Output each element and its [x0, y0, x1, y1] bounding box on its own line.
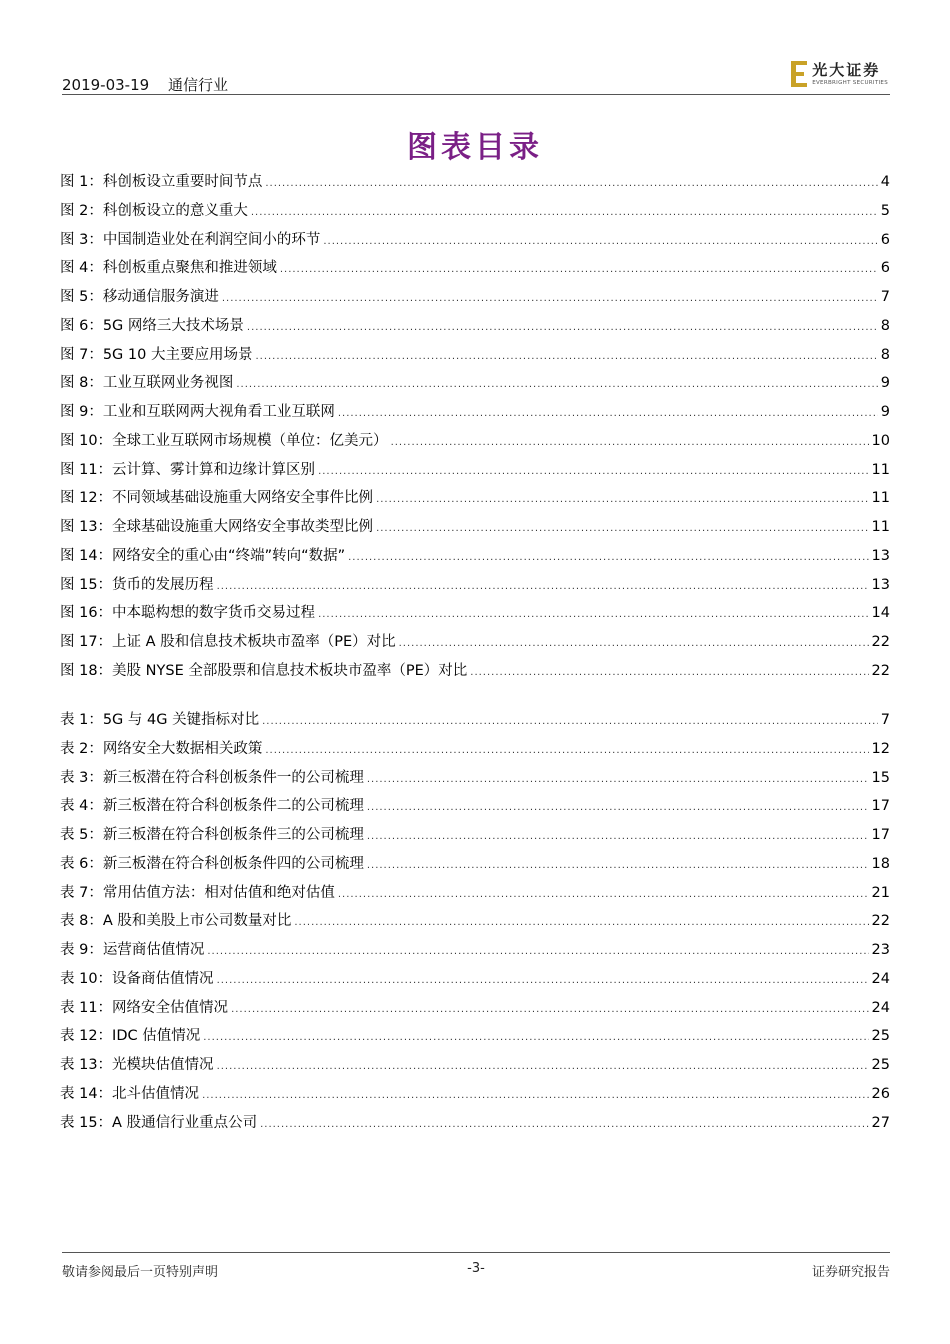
figure-entry-page[interactable]: 4: [880, 174, 890, 190]
table-entry-label[interactable]: 表 5：新三板潜在符合科创板条件三的公司梳理: [60, 827, 364, 843]
figure-entry-page[interactable]: 6: [880, 231, 890, 248]
company-logo: [791, 58, 888, 90]
figure-entry-page[interactable]: 22: [871, 662, 890, 679]
figure-entry-label[interactable]: 图 18：美股 NYSE 全部股票和信息技术板块市盈率（PE）对比: [60, 662, 468, 679]
figure-entry-page[interactable]: 8: [880, 317, 890, 334]
dot-leader: [265, 745, 868, 756]
figure-entry[interactable]: [60, 314, 890, 343]
table-entry-label[interactable]: 表 4：新三板潜在符合科创板条件二的公司梳理: [60, 798, 364, 815]
footer-disclaimer: 敬请参阅最后一页特别声明: [62, 1265, 219, 1280]
page-header: [62, 58, 890, 92]
dot-leader: [391, 437, 869, 448]
table-entry-page[interactable]: 15: [871, 769, 890, 786]
table-entry-label[interactable]: 表 11：网络安全估值情况: [60, 999, 229, 1016]
table-entry[interactable]: [60, 852, 890, 881]
dot-leader: [251, 207, 878, 218]
table-entry[interactable]: [60, 967, 890, 996]
dot-leader: [376, 523, 868, 534]
logo-chinese-name: 光大证券: [812, 60, 881, 79]
figure-entry[interactable]: [60, 199, 890, 228]
page-title: 图表目录: [407, 130, 543, 165]
dot-leader: [231, 1004, 868, 1015]
table-entry[interactable]: [60, 938, 890, 967]
table-entry-page[interactable]: 17: [871, 827, 890, 843]
table-entry[interactable]: [60, 1082, 890, 1111]
dot-leader: [265, 178, 877, 189]
table-entry-label[interactable]: 表 6：新三板潜在符合科创板条件四的公司梳理: [60, 855, 364, 872]
figure-entry-label[interactable]: 图 17：上证 A 股和信息技术板块市盈率（PE）对比: [60, 634, 396, 650]
figure-entry-page[interactable]: 9: [880, 404, 890, 420]
figure-entry-page[interactable]: 13: [871, 576, 890, 593]
dot-leader: [255, 351, 877, 362]
dot-leader: [217, 1061, 869, 1072]
dot-leader: [262, 716, 878, 727]
figure-entry[interactable]: [60, 228, 890, 257]
header-date: 2019-03-19: [62, 76, 150, 94]
table-list: [60, 708, 890, 1139]
figure-entry-label[interactable]: 图 14：网络安全的重心由“终端”转向“数据”: [60, 547, 346, 564]
table-entry[interactable]: [60, 1111, 890, 1140]
table-entry-page[interactable]: 24: [871, 970, 890, 987]
table-entry[interactable]: [60, 766, 890, 795]
figure-entry[interactable]: [60, 458, 890, 487]
figure-entry-label[interactable]: 图 10：全球工业互联网市场规模（单位：亿美元）: [60, 432, 388, 449]
figure-entry[interactable]: [60, 573, 890, 602]
dot-leader: [203, 1032, 868, 1043]
figure-entry[interactable]: [60, 285, 890, 314]
figure-entry-label[interactable]: 图 7：5G 10 大主要应用场景: [60, 346, 253, 363]
figure-entry-page[interactable]: 14: [871, 605, 890, 622]
figure-entry-label[interactable]: 图 5：移动通信服务演进: [60, 289, 219, 305]
figure-entry[interactable]: [60, 371, 890, 400]
table-entry[interactable]: [60, 909, 890, 938]
header-text: [62, 74, 228, 95]
table-entry-label[interactable]: 表 13：光模块估值情况: [60, 1057, 214, 1073]
table-entry[interactable]: [60, 881, 890, 910]
dot-leader: [318, 609, 868, 620]
table-entry-page[interactable]: 24: [871, 999, 890, 1016]
dot-leader: [260, 1119, 868, 1130]
table-entry-page[interactable]: 23: [871, 942, 890, 958]
figure-entry-label[interactable]: 图 13：全球基础设施重大网络安全事故类型比例: [60, 519, 374, 535]
dot-leader: [294, 917, 868, 928]
page-number: -3-: [467, 1261, 485, 1276]
table-entry[interactable]: [60, 1024, 890, 1053]
figure-entry[interactable]: [60, 170, 890, 199]
dot-leader: [367, 860, 869, 871]
logo-english-name: EVERBRIGHT SECURITIES: [812, 79, 888, 86]
table-entry-page[interactable]: 7: [880, 712, 890, 728]
footer-report-type: 证券研究报告: [811, 1265, 890, 1280]
table-entry[interactable]: [60, 996, 890, 1025]
figure-entry-label[interactable]: 图 6：5G 网络三大技术场景: [60, 317, 244, 334]
table-entry-page[interactable]: 18: [871, 855, 890, 872]
dot-leader: [367, 802, 869, 813]
table-entry-label[interactable]: 表 7：常用估值方法：相对估值和绝对估值: [60, 884, 335, 901]
table-entry-label[interactable]: 表 8：A 股和美股上市公司数量对比: [60, 913, 292, 930]
header-industry: 通信行业: [167, 76, 228, 94]
figure-entry-page[interactable]: 6: [880, 260, 890, 277]
figure-entry[interactable]: [60, 515, 890, 544]
table-entry-page[interactable]: 25: [871, 1057, 890, 1073]
figure-entry-page[interactable]: 8: [880, 346, 890, 363]
table-entry-page[interactable]: 17: [871, 798, 890, 815]
table-entry-label[interactable]: 表 1：5G 与 4G 关键指标对比: [60, 712, 260, 728]
dot-leader: [367, 774, 869, 785]
figure-entry[interactable]: [60, 659, 890, 688]
figure-entry-page[interactable]: 22: [871, 634, 890, 650]
table-entry[interactable]: [60, 823, 890, 852]
figure-entry-page[interactable]: 10: [871, 432, 890, 449]
dot-leader: [338, 889, 869, 900]
figure-entry-page[interactable]: 7: [880, 289, 890, 305]
figure-list: [60, 170, 890, 688]
figure-entry-page[interactable]: 11: [871, 490, 890, 507]
header-divider: [62, 94, 890, 95]
table-entry-page[interactable]: 26: [871, 1085, 890, 1102]
figure-entry-label[interactable]: 图 9：工业和互联网两大视角看工业互联网: [60, 404, 335, 420]
dot-leader: [280, 264, 878, 275]
dot-leader: [247, 322, 878, 333]
table-entry-label[interactable]: 表 9：运营商估值情况: [60, 942, 205, 958]
figure-entry-label[interactable]: 图 12：不同领域基础设施重大网络安全事件比例: [60, 490, 374, 507]
dot-leader: [399, 638, 869, 649]
dot-leader: [376, 494, 868, 505]
figure-entry-label[interactable]: 图 3：中国制造业处在利润空间小的环节: [60, 231, 321, 248]
dot-leader: [323, 236, 877, 247]
dot-leader: [202, 1090, 868, 1101]
figure-entry[interactable]: [60, 544, 890, 573]
figure-entry-label[interactable]: 图 15：货币的发展历程: [60, 576, 214, 593]
figure-entry-label[interactable]: 图 8：工业互联网业务视图: [60, 375, 234, 392]
table-entry-page[interactable]: 22: [871, 913, 890, 930]
figure-entry-page[interactable]: 11: [871, 461, 890, 478]
table-entry-page[interactable]: 12: [871, 740, 890, 757]
figure-entry-label[interactable]: 图 16：中本聪构想的数字货币交易过程: [60, 605, 316, 622]
table-entry[interactable]: [60, 794, 890, 823]
figure-entry[interactable]: [60, 256, 890, 285]
table-entry-label[interactable]: 表 14：北斗估值情况: [60, 1085, 200, 1102]
figure-entry[interactable]: [60, 601, 890, 630]
dot-leader: [217, 975, 869, 986]
figure-entry-label[interactable]: 图 2：科创板设立的意义重大: [60, 202, 248, 219]
footer-divider: [62, 1252, 890, 1253]
dot-leader: [207, 946, 868, 957]
dot-leader: [348, 552, 868, 563]
figure-entry[interactable]: [60, 630, 890, 659]
figure-entry-page[interactable]: 5: [880, 202, 890, 219]
dot-leader: [470, 667, 868, 678]
table-entry-label[interactable]: 表 12：IDC 估值情况: [60, 1028, 201, 1045]
figure-entry-page[interactable]: 13: [871, 547, 890, 564]
table-entry[interactable]: [60, 737, 890, 766]
dot-leader: [338, 408, 878, 419]
figure-entry-label[interactable]: 图 11：云计算、雾计算和边缘计算区别: [60, 461, 316, 478]
dot-leader: [318, 466, 868, 477]
table-entry-label[interactable]: 表 10：设备商估值情况: [60, 970, 214, 987]
table-entry-page[interactable]: 21: [871, 884, 890, 901]
table-entry-label[interactable]: 表 2：网络安全大数据相关政策: [60, 740, 263, 757]
dot-leader: [222, 293, 878, 304]
table-entry-label[interactable]: 表 15：A 股通信行业重点公司: [60, 1114, 258, 1131]
table-entry-page[interactable]: 27: [871, 1114, 890, 1131]
dot-leader: [236, 379, 877, 390]
figure-entry[interactable]: [60, 429, 890, 458]
table-entry[interactable]: [60, 1053, 890, 1082]
figure-entry[interactable]: [60, 486, 890, 515]
dot-leader: [217, 581, 869, 592]
figure-entry[interactable]: [60, 400, 890, 429]
table-entry[interactable]: [60, 708, 890, 737]
figure-entry-label[interactable]: 图 4：科创板重点聚焦和推进领域: [60, 260, 277, 277]
table-entry-label[interactable]: 表 3：新三板潜在符合科创板条件一的公司梳理: [60, 769, 364, 786]
figure-entry-page[interactable]: 9: [880, 375, 890, 392]
figure-entry-label[interactable]: 图 1：科创板设立重要时间节点: [60, 174, 263, 190]
logo-mark-icon: [791, 61, 807, 87]
figure-entry-page[interactable]: 11: [871, 519, 890, 535]
dot-leader: [367, 831, 869, 842]
figure-entry[interactable]: [60, 343, 890, 372]
table-entry-page[interactable]: 25: [871, 1028, 890, 1045]
